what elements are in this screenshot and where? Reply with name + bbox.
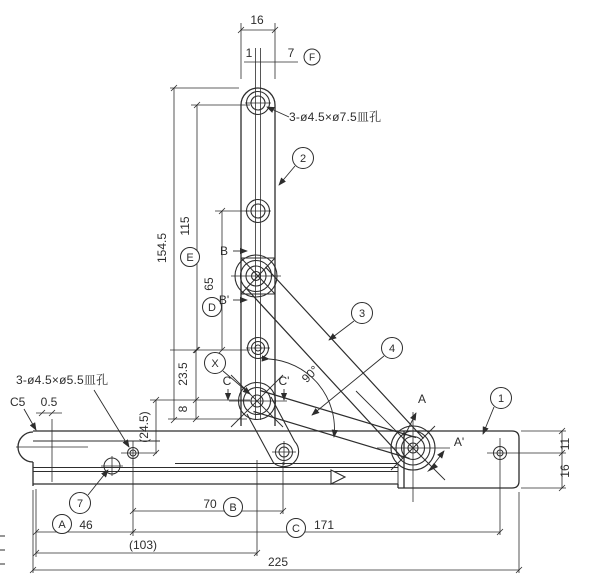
dim-46-and-171-chain — [33, 460, 503, 557]
callout-balloons — [53, 49, 512, 538]
dim-24-5 — [153, 397, 159, 456]
dim-65-label: 65 — [202, 277, 216, 291]
balloon-D-label: D — [208, 302, 216, 314]
leader-callout-1 — [483, 407, 494, 434]
leader-chamfer-C5 — [24, 409, 36, 430]
hole-note-left: 3-ø4.5×ø5.5皿孔 — [16, 373, 109, 387]
section-arrowhead-A2-tail — [427, 463, 438, 472]
section-C2-label: C' — [278, 374, 290, 388]
leader-callout-4 — [312, 356, 384, 415]
dim-16-top — [238, 23, 278, 79]
balloon-E-label: E — [186, 252, 194, 264]
balloon-X-label: X — [211, 358, 219, 370]
dim-103-label: (103) — [128, 538, 158, 552]
datum-triangle-marker — [331, 470, 345, 484]
dim-154-5-label: 154.5 — [155, 232, 169, 264]
dim-0-5 — [36, 410, 62, 416]
balloon-7-label: 7 — [76, 498, 84, 510]
balloon-1-label: 1 — [497, 393, 505, 405]
dim-0-5-label: 0.5 — [40, 395, 58, 409]
arm-hole-lower — [246, 338, 270, 359]
angle-90-label: 90° — [298, 362, 322, 386]
balloon-2-label: 2 — [299, 153, 307, 165]
leader-hole-note-left — [94, 390, 129, 447]
leader-callout-7 — [88, 470, 108, 495]
dim-23-5-and-8 — [150, 347, 250, 422]
upper-pivot-B — [231, 255, 281, 297]
dim-8-label: 8 — [176, 405, 190, 413]
vertical-arm-center-slot — [256, 48, 261, 420]
drawing-labels — [10, 13, 572, 569]
leader-callout-3 — [329, 321, 354, 340]
callout-1-label: 1 — [245, 46, 253, 60]
dim-11-label: 11 — [558, 437, 572, 451]
base-plate-top-right-outline — [33, 431, 519, 488]
dimension-lines — [30, 23, 566, 573]
hole-note-top: 3-ø4.5×ø7.5皿孔 — [289, 110, 382, 124]
balloon-dim-C-label: C — [292, 523, 300, 535]
left-end-centerlines — [16, 419, 88, 482]
chamfer-C5-label: C5 — [10, 395, 26, 409]
section-B2-label: B' — [218, 293, 230, 307]
dim-11-16-right — [487, 428, 566, 535]
dim-171-label: 171 — [313, 518, 335, 532]
scan-artifact-ticks — [0, 536, 5, 564]
base-plate-bottom-outline — [33, 462, 398, 488]
leader-callout-2 — [279, 166, 295, 185]
balloon-3-label: 3 — [358, 308, 366, 320]
dim-16-top-label: 16 — [250, 13, 264, 27]
dim-115-label: 115 — [178, 216, 192, 236]
plate-hole-countersunk-left — [121, 441, 157, 465]
rivet-hole-7 — [101, 456, 123, 476]
balloon-4-label: 4 — [388, 343, 396, 355]
section-A-label: A — [417, 392, 427, 406]
angle-arc-90 — [269, 359, 334, 437]
arm-hole-top — [245, 92, 271, 115]
dim-23-5-label: 23.5 — [176, 362, 190, 386]
dim-225-label: 225 — [267, 555, 289, 569]
dim-46-label: 46 — [79, 518, 93, 532]
dim-16-right-label: 16 — [558, 464, 572, 478]
part-3-diagonal-link — [245, 267, 427, 458]
balloon-dim-B-label: B — [229, 502, 237, 514]
dim-70-label: 70 — [203, 497, 217, 511]
dim-65 — [215, 208, 249, 353]
callout-7-label: 7 — [287, 46, 295, 60]
balloon-dim-A-label: A — [58, 519, 66, 531]
balloon-F-label: F — [308, 52, 316, 64]
short-link-hole — [272, 441, 296, 465]
section-B-label: B — [219, 244, 229, 258]
section-C-label: C — [222, 374, 232, 388]
leader-hole-note-top — [267, 107, 289, 117]
section-A2-label: A' — [453, 435, 465, 449]
dim-24-5-label: (24.5) — [137, 411, 151, 443]
